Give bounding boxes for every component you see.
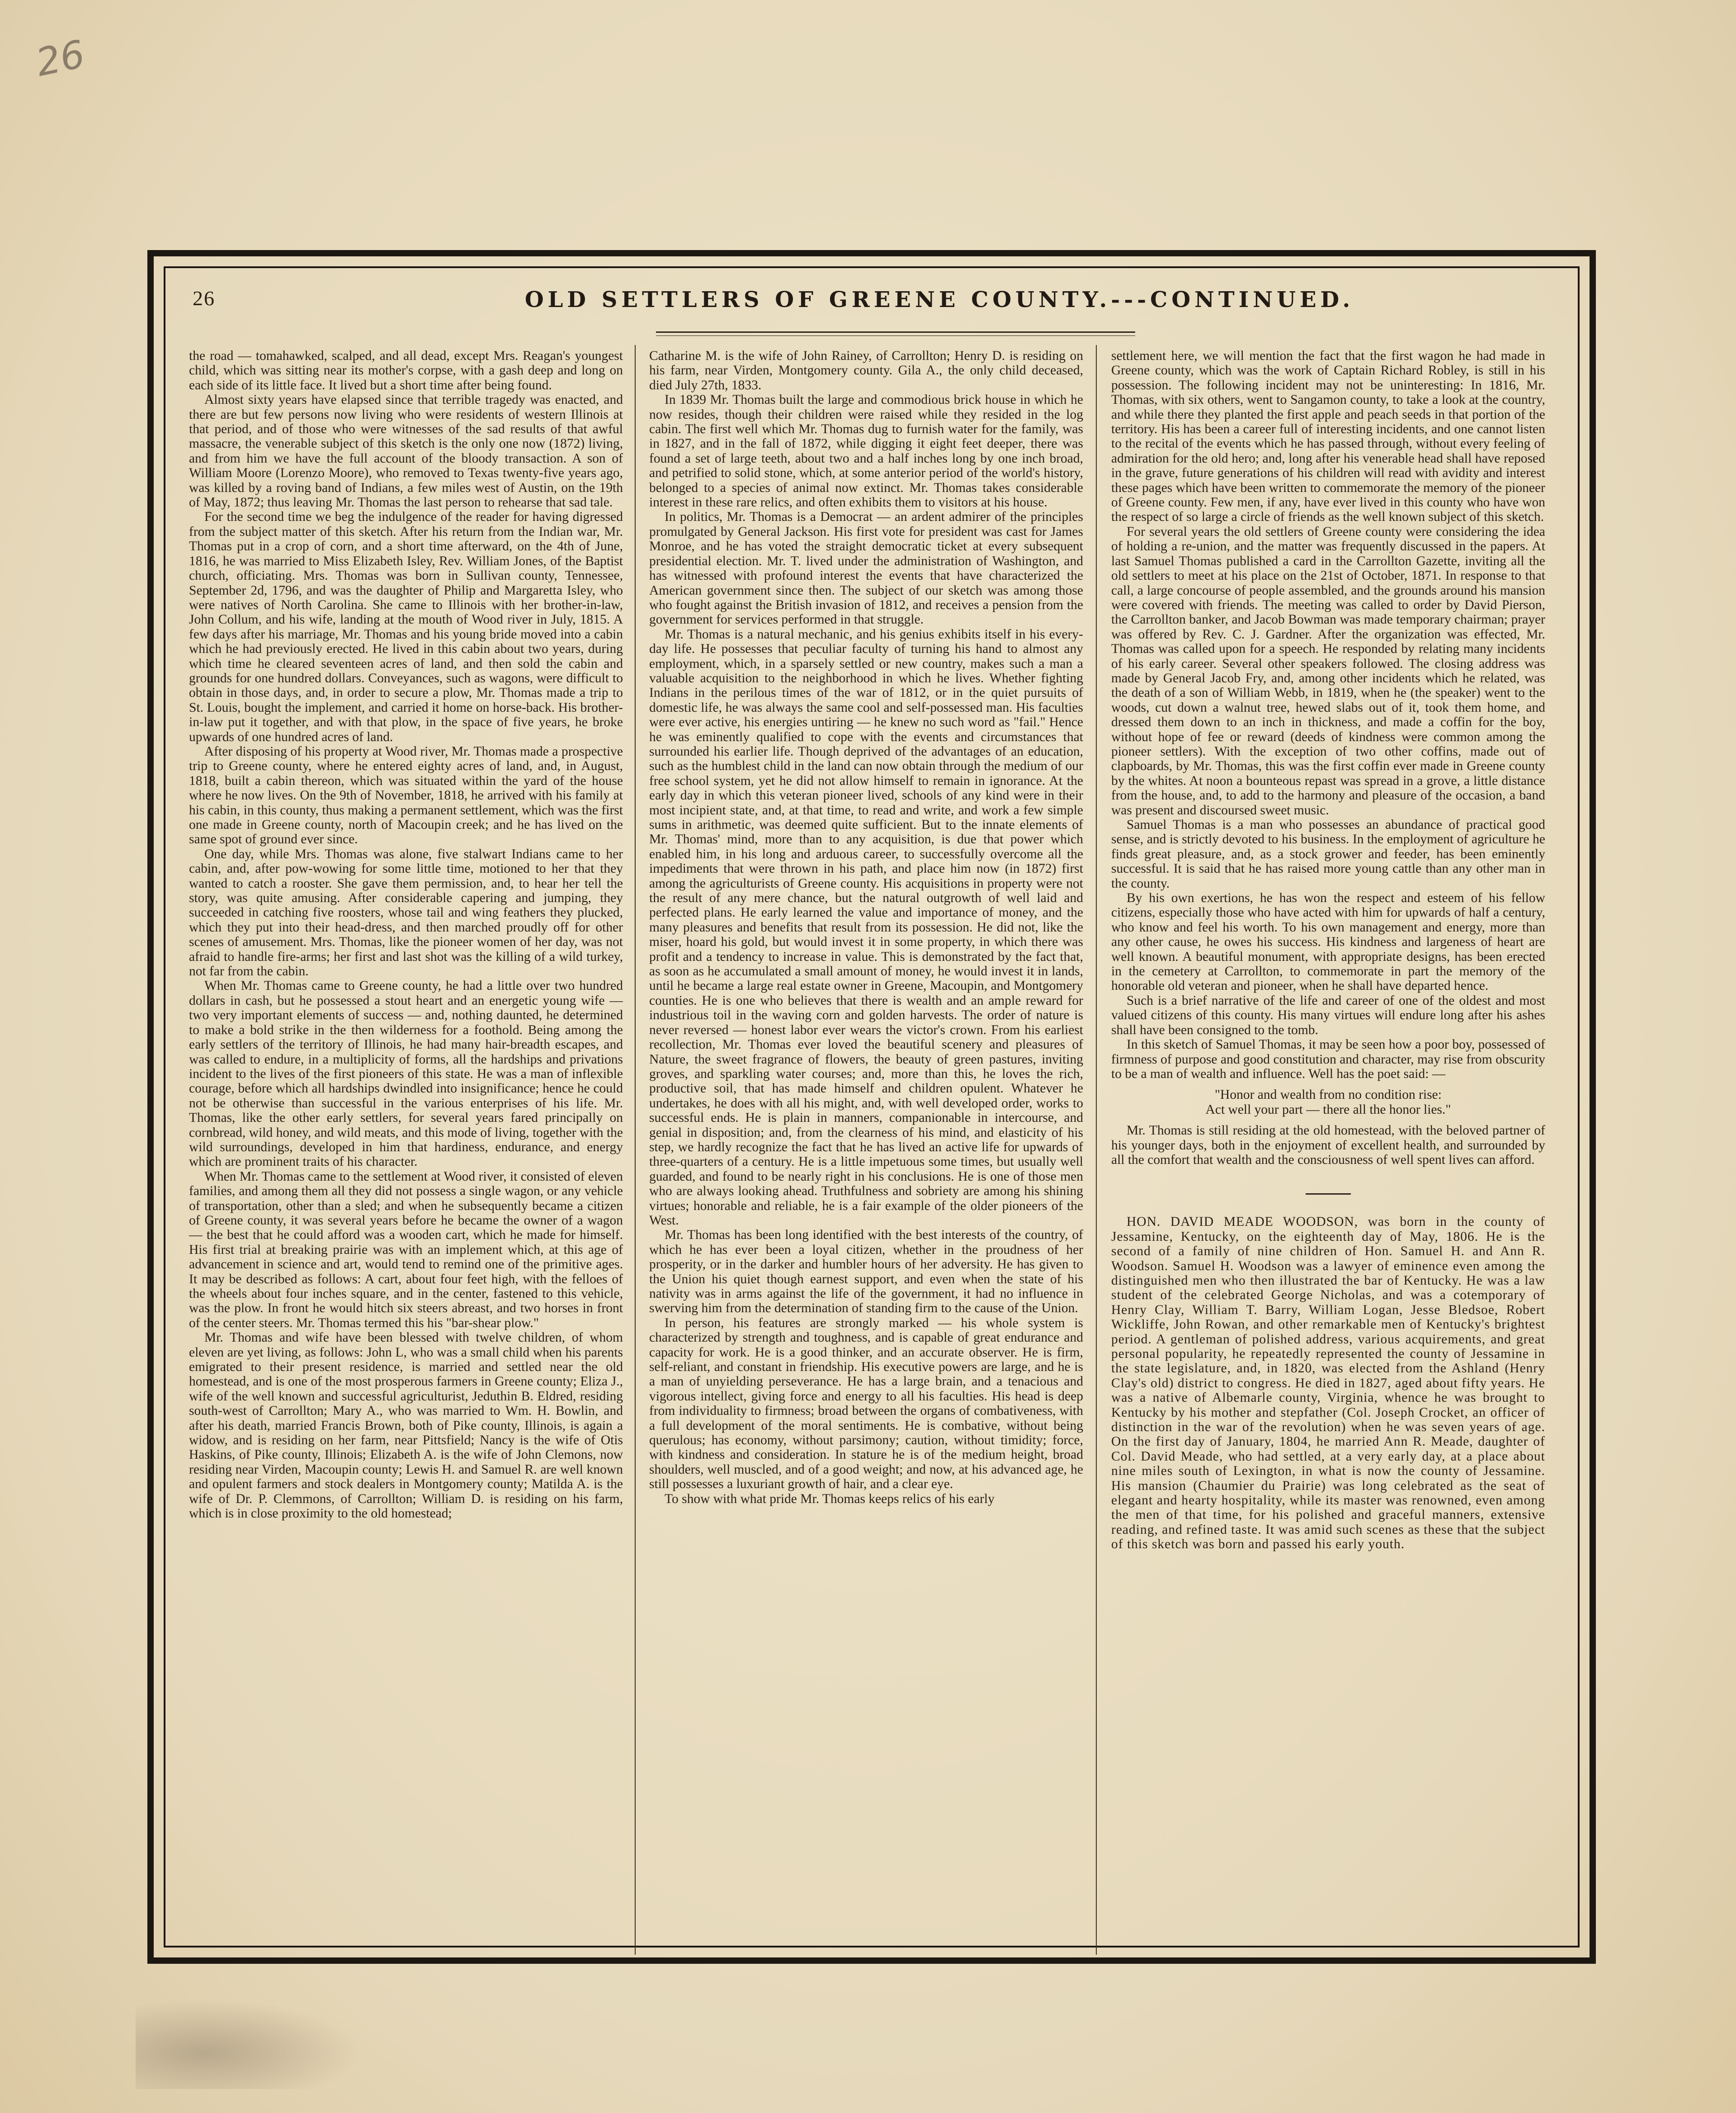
text-column-left xyxy=(189,349,623,1945)
paragraph: settlement here, we will mention the fact that the first wagon he had made in Greene county, which was the work of Captain Richard Robley, is still in his possession. The following incident may not be uninteresting: In 1816, Mr. Thomas, with six others, went to Sangamon county, to take a look at the country, and while there they planted the first apple and peach seeds in that portion of the territory. His has been a career full of interesting incidents, and one cannot listen to the recital of the events which he has passed through, without every feeling of admiration for the old hero; and, long after his venerable head shall have reposed in the grave, future generations of his children will read with avidity and interest these pages which have been written to commemorate the memory of the pioneer of Greene county. Few men, if any, have ever lived in this county who have won the respect of so large a circle of friends as the well known subject of this sketch. xyxy=(1111,349,1545,525)
paragraph: Catharine M. is the wife of John Rainey, of Carrollton; Henry D. is residing on his farm, near Virden, Montgomery county. Gila A., the only child deceased, died July 27th, 1833. xyxy=(649,349,1083,392)
page-frame xyxy=(147,250,1596,1964)
paragraph: To show with what pride Mr. Thomas keeps relics of his early xyxy=(665,1491,995,1506)
paragraph: When Mr. Thomas came to Greene county, he had a little over two hundred dollars in cash, but he possessed a stout heart and an energetic young wife — two very important elements of success — and, nothing daunted, he determined to make a bold strike in the then wilderness for a foothold. Being among the early settlers of the territory of Illinois, he had many hair-breadth escapes, and was called to endure, in a multiplicity of forms, all the hardships and privations incident to the lives of the first pioneers of this state. He was a man of inflexible courage, before which all hardships dwindled into insignificance; hence he could not be otherwise than successful in the various enterprises of his life. Mr. Thomas, like the other early settlers, for several years fared principally on cornbread, wild honey, and wild meats, and this mode of living, together with the wild surroundings, developed in him that hardiness, endurance, and energy which are prominent traits of his character. xyxy=(189,979,623,1169)
text-column-middle xyxy=(649,349,1083,1945)
paragraph: By his own exertions, he has won the respect and esteem of his fellow citizens, especially those who have acted with him for upwards of half a century, who know and feel his worth. To his own management and energy, more than any other cause, he owes his success. His kindness and largeness of heart are well known. A beautiful monument, with appropriate designs, has been erected in the cemetery at Carrollton, to commemorate in part the memory of the honorable old veteran and pioneer, when he shall have departed hence. xyxy=(1111,891,1545,993)
paragraph: Mr. Thomas has been long identified with the best interests of the country, of which he has ever been a loyal citizen, whether in the proudness of her prosperity, or in the darker and humbler hours of her adversity. He has given to the Union his quiet though earnest support, and even when the state of his nativity was in arms against the life of the government, it had no influence in swerving him from the determination of standing firm to the cause of the Union. xyxy=(649,1228,1083,1316)
section-rule xyxy=(1306,1193,1351,1195)
page-title: OLD SETTLERS OF GREENE COUNTY.---CONTINUED. xyxy=(524,287,1354,312)
paragraph: Samuel Thomas is a man who possesses an abundance of practical good sense, and is strictly devoted to his business. In the employment of agriculture he finds great pleasure, and, as a stock grower and feeder, has been eminently successful. It is said that he has raised more young cattle than any other man in the county. xyxy=(1111,818,1545,891)
poem-line: Act well your part — there all the honor lies." xyxy=(1205,1102,1451,1117)
paragraph: For several years the old settlers of Greene county were considering the idea of holding a re-union, and the matter was frequently discussed in the papers. At last Samuel Thomas published a card in the Carrollton Gazette, inviting all the old settlers to meet at his place on the 21st of October, 1871. In response to that call, a large concourse of people assembled, and the grounds around his mansion were covered with friends. The meeting was called to order by David Pierson, the Carrollton banker, and Jacob Bowman was made temporary chairman; prayer was offered by Rev. C. J. Gardner. After the organization was effected, Mr. Thomas was called upon for a speech. He responded by relating many incidents of his early career. Several other speakers followed. The closing address was made by General Jacob Fry, and, among other incidents which he related, was the death of a son of William Webb, in 1819, when he (the speaker) went to the woods, cut down a walnut tree, hewed slabs out of it, took them home, and dressed them down to an inch in thickness, and made a coffin for the boy, without hope of fee or reward (deeds of kindness were common among the pioneer settlers). With the exception of two other coffins, made out of clapboards, by Mr. Thomas, this was the first coffin ever made in Greene county by the whites. At noon a bounteous repast was spread in a grove, a little distance from the house, and, to add to the harmony and pleasure of the occasion, a band was present and discoursed sweet music. xyxy=(1111,524,1545,818)
poem-line: "Honor and wealth from no condition rise: xyxy=(1215,1087,1442,1102)
paragraph: In this sketch of Samuel Thomas, it may be seen how a poor boy, possessed of firmness of purpose and good constitution and character, may rise from obscurity to be a man of wealth and influence. Well has the poet said: — xyxy=(1111,1037,1545,1081)
paragraph: In politics, Mr. Thomas is a Democrat — an ardent admirer of the principles promulgated by General Jackson. His first vote for president was cast for James Monroe, and he has voted the straight democratic ticket at every subsequent presidential election. Mr. T. lived under the administration of Washington, and has witnessed with profound interest the events that have characterized the American government since then. The subject of our sketch was among those who fought against the British invasion of 1812, and receives a pension from the government for services performed in that struggle. xyxy=(649,510,1083,627)
paragraph: In person, his features are strongly marked — his whole system is characterized by strength and toughness, and is capable of great endurance and capacity for work. He is a good thinker, and an accurate observer. He is firm, self-reliant, and constant in friendship. His executive powers are large, and he is a man of unyielding perseverance. He has a large brain, and a tenacious and vigorous intellect, giving force and energy to all his faculties. His head is deep from individuality to firmness; broad between the organs of combativeness, with a full development of the moral sentiments. He is combative, without being querulous; has economy, without parsimony; caution, without timidity; force, with kindness and consideration. In stature he is of the medium height, broad shoulders, well muscled, and of a good weight; and now, at his advanced age, he still possesses a luxuriant growth of hair, and a clear eye. xyxy=(649,1315,1083,1492)
text-column-right xyxy=(1111,349,1545,1945)
paragraph: When Mr. Thomas came to the settlement at Wood river, it consisted of eleven families, and among them all they did not possess a single wagon, or any vehicle of transportation, other than a sled; and when he subsequently became a citizen of Greene county, it was several years before he became the owner of a wagon — the best that he could afford was a wooden cart, which he made for himself. His first trial at breaking prairie was with an implement which, at this age of advancement in science and art, would tend to remind one of the primitive ages. It may be described as follows: A cart, about four feet high, with the felloes of the wheels about four inches square, and in the center, fastened to this vehicle, was the plow. In front he would hitch six steers abreast, and two horses in front of the center steers. Mr. Thomas termed this his "bar-shear plow." xyxy=(189,1169,623,1330)
paragraph: After disposing of his property at Wood river, Mr. Thomas made a prospective trip to Greene county, where he entered eighty acres of land, and, in August, 1818, built a cabin thereon, which was situated within the yard of the house where he now lives. On the 9th of November, 1818, he arrived with his family at his cabin, in this county, thus making a permanent settlement, which was the first one made in Greene county, north of Macoupin creek; and he has lived on the same spot of ground ever since. xyxy=(189,744,623,847)
paragraph: In 1839 Mr. Thomas built the large and commodious brick house in which he now resides, though their children were raised while they resided in the log cabin. The first well which Mr. Thomas dug to furnish water for the family, was in 1827, and in the fall of 1872, while digging it eight feet deeper, there was found a set of large teeth, about two and a half inches long by one inch broad, and petrified to solid stone, which, at some anterior period of the world's history, belonged to a species of animal now extinct. Mr. Thomas takes considerable interest in these rare relics, and often exhibits them to visitors at his house. xyxy=(649,392,1083,510)
title-rule xyxy=(656,331,1135,336)
paragraph: Such is a brief narrative of the life and career of one of the oldest and most valued citizens of this county. His many virtues will endure long after his ashes shall have been consigned to the tomb. xyxy=(1111,993,1545,1037)
paragraph: Mr. Thomas and wife have been blessed with twelve children, of whom eleven are yet living, as follows: John L, who was a small child when his parents emigrated to their present residence, is married and settled near the old homestead, and is one of the most prosperous farmers in Greene county; Eliza J., wife of the well known and successful agriculturist, Jeduthin B. Eldred, residing south-west of Carrollton; Mary A., who was married to Wm. H. Bowlin, and after his death, married Francis Brown, both of Pike county, Illinois, is again a widow, and is residing on her farm, near Pittsfield; Nancy is the wife of Otis Haskins, of Pike county, Illinois; Elizabeth A. is the wife of John Clemons, now residing near Virden, Macoupin county; Lewis H. and Samuel R. are well known and opulent farmers and stock dealers in Montgomery county; Matilda A. is the wife of Dr. P. Clemmons, of Carrollton; William D. is residing on his farm, which is in close proximity to the old homestead; xyxy=(189,1330,623,1521)
page-number: 26 xyxy=(193,287,215,310)
page-header xyxy=(193,286,1551,322)
paper-stain xyxy=(136,1999,362,2089)
paragraph: Mr. Thomas is a natural mechanic, and his genius exhibits itself in his every-day life. He possesses that peculiar faculty of turning his hand to almost any employment, which, in a sparsely settled or new country, makes such a man a valuable acquisition to the neighborhood in which he lives. Whether fighting Indians in the perilous times of the war of 1812, or in the quiet pursuits of domestic life, he was always the same cool and self-possessed man. His faculties were ever active, his energies untiring — he knew no such word as "fail." Hence he was eminently qualified to cope with the events and circumstances that surrounded his earlier life. Though deprived of the advantages of an education, such as the humblest child in the land can now obtain through the medium of our free school system, yet he did not allow himself to remain in ignorance. At the early day in which this veteran pioneer lived, schools of any kind were in their most incipient state, and, at that time, to read and write, and work a few simple sums in arithmetic, was deemed quite sufficient. But to the innate elements of Mr. Thomas' mind, more than to any acquisition, is due that power which enabled him, in his long and arduous career, to successfully overcome all the impediments that were thrown in his path, and place him now (in 1872) first among the agriculturists of Greene county. His acquisitions in property were not the result of any mere chance, but the natural outgrowth of well laid and perfected plans. He early learned the value and importance of money, and the many pleasures and benefits that result from its possession. He did not, like the miser, hoard his gold, but would invest it in some property, in which there was profit and a tendency to increase in value. This is demonstrated by the fact that, as soon as he accumulated a small amount of money, he would invest it in lands, until he became a large real estate owner in Greene, Macoupin, and Montgomery counties. He is one who believes that there is wealth and an ample reward for industrious toil in the waving corn and golden harvests. The order of nature is never reversed — honest labor ever wears the victor's crown. From his earliest recollection, Mr. Thomas ever loved the beautiful scenery and pleasures of Nature, the sweet fragrance of flowers, the beauty of green pastures, inviting groves, and sparkling water courses; and, more than this, he loves the rich, productive soil, that has made himself and children opulent. Whatever he undertakes, he does with all his might, and, with well developed order, works to successful ends. He is plain in manners, companionable in intercourse, and genial in disposition; and, from the clearness of his mind, and elasticity of his step, we hardly recognize the fact that he has lived an active life for upwards of three-quarters of a century. He is a little impetuous some times, but usually well guarded, and found to be nearly right in his conclusions. He is one of those men who are always looking ahead. Truthfulness and sobriety are among his shining virtues; honorable and reliable, he is a fair example of the older pioneers of the West. xyxy=(649,627,1083,1228)
paragraph: Almost sixty years have elapsed since that terrible tragedy was enacted, and there are but few persons now living who were residents of western Illinois at that period, and of those who were witnesses of the sad results of that awful massacre, the venerable subject of this sketch is the only one now (1872) living, and from him we have the full account of the bloody transaction. A son of William Moore (Lorenzo Moore), who removed to Texas twenty-five years ago, was killed by a roving band of Indians, a few miles west of Austin, on the 19th of May, 1872; thus leaving Mr. Thomas the last person to rehearse that sad tale. xyxy=(189,392,623,510)
paragraph: the road — tomahawked, scalped, and all dead, except Mrs. Reagan's youngest child, which was sitting near its mother's corpse, with a gash deep and long on each side of its little face. It lived but a short time after being found. xyxy=(189,349,623,392)
paragraph: One day, while Mrs. Thomas was alone, five stalwart Indians came to her cabin, and, after pow-wowing for some little time, motioned to her that they wanted to catch a rooster. She gave them permission, and, to hear her tell the story, was quite amusing. After considerable capering and jumping, they succeeded in catching five roosters, whose tail and wing feathers they plucked, which they put into their head-dress, and then marched proudly off for other scenes of amusement. Mrs. Thomas, like the pioneer women of her day, was not afraid to handle fire-arms; her first and last shot was the killing of a wild turkey, not far from the cabin. xyxy=(189,846,623,979)
page-frame-inner xyxy=(164,266,1580,1948)
paragraph: Mr. Thomas is still residing at the old homestead, with the beloved partner of his younger days, both in the enjoyment of excellent health, and surrounded by all the comfort that wealth and the consciousness of well spent lives can afford. xyxy=(1111,1123,1545,1167)
column-divider xyxy=(635,345,636,1955)
paragraph: For the second time we beg the indulgence of the reader for having digressed from the subject matter of this sketch. After his return from the Indian war, Mr. Thomas put in a crop of corn, and a short time afterward, on the 4th of June, 1816, he was married to Miss Elizabeth Isley, Rev. William Jones, of the Baptist church, officiating. Mrs. Thomas was born in Sullivan county, Tennessee, September 2d, 1796, and was the daughter of Philip and Margaretta Isley, who were natives of North Carolina. She came to Illinois with her brother-in-law, John Collum, and his wife, landing at the mouth of Wood river in July, 1815. A few days after his marriage, Mr. Thomas and his young bride moved into a cabin which he had previously erected. He lived in this cabin about two years, during which time he cleared seventeen acres of land, and then sold the cabin and grounds for one hundred dollars. Conveyances, such as wagons, were difficult to obtain in those days, and, in order to secure a plow, Mr. Thomas made a trip to St. Louis, bought the implement, and carried it home on horse-back. His brother-in-law put it together, and with that plow, in the space of five years, he broke upwards of one hundred acres of land. xyxy=(189,510,623,744)
column-divider xyxy=(1096,345,1097,1955)
woodson-paragraph: HON. DAVID MEADE WOODSON, was born in the county of Jessamine, Kentucky, on the eighteenth day of May, 1806. He is the second of a family of nine children of Hon. Samuel H. and Ann R. Woodson. Samuel H. Woodson was a lawyer of eminence even among the distinguished men who then illustrated the bar of Kentucky. He was a law student of the celebrated George Nicholas, and was a cotemporary of Henry Clay, William T. Barry, William Logan, Jesse Bledsoe, Robert Wickliffe, John Rowan, and other remarkable men of Kentucky's brightest period. A gentleman of polished address, various acquirements, and great personal popularity, he repeatedly represented the county of Jessamine in the state legislature, and, in 1820, was elected from the Ashland (Henry Clay's old) district to congress. He died in 1827, aged about fifty years. He was a native of Albemarle county, Virginia, whence he was brought to Kentucky by his mother and stepfather (Col. Joseph Crocket, an officer of distinction in the war of the revolution) when he was seven years of age. On the first day of January, 1804, he married Ann R. Meade, daughter of Col. David Meade, who had settled, at a very early day, at a place about nine miles south of Lexington, in what is now the county of Jessamine. His mansion (Chaumier du Prairie) was long celebrated as the seat of elegant and hearty hospitality, while its master was renowned, even among the men of that time, for his polished and graceful manners, extensive reading, and refined taste. It was amid such scenes as these that the subject of this sketch was born and passed his early youth. xyxy=(1111,1215,1545,1552)
margin-note: 26 xyxy=(32,31,89,85)
